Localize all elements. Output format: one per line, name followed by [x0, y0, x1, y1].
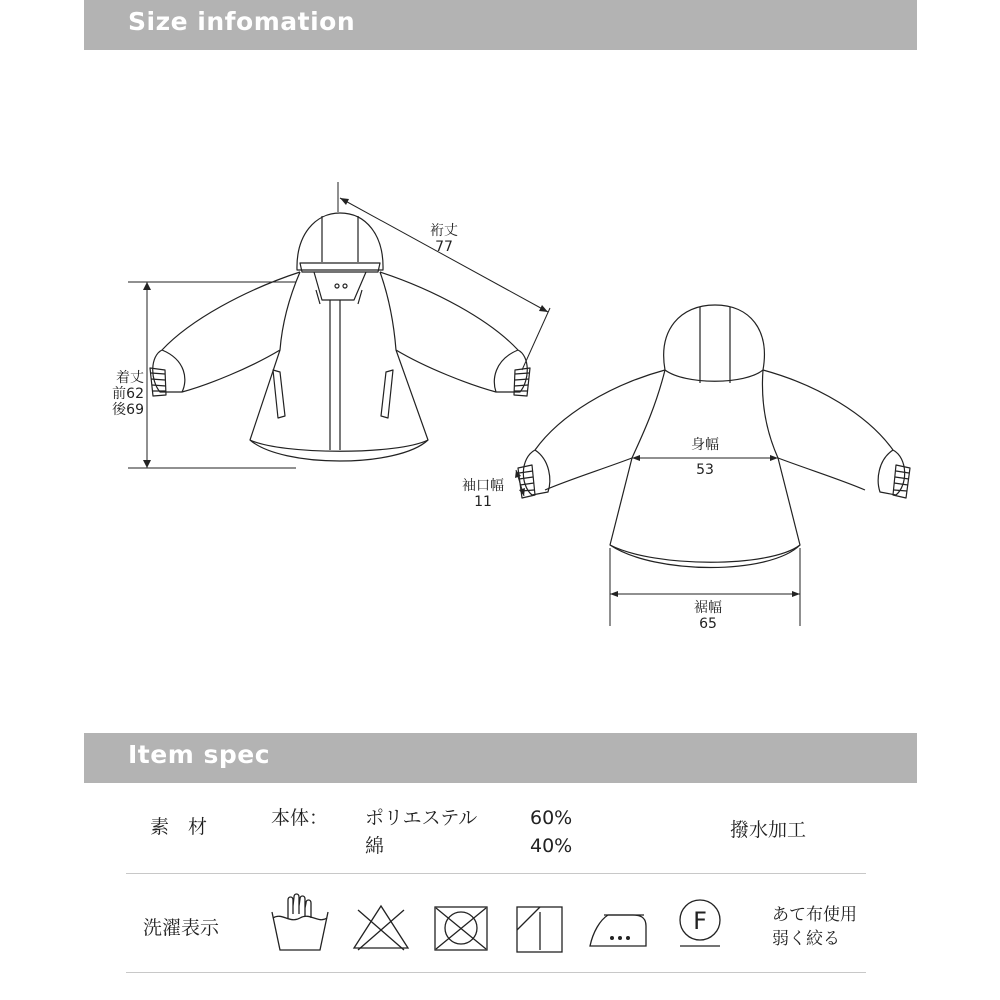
care-note-1: あて布使用 — [772, 905, 857, 925]
iron-dots — [610, 936, 630, 940]
size-info-title: Size infomation — [128, 7, 356, 36]
sleeve-length-label: 裄丈 77 — [430, 223, 458, 255]
spec-divider-bottom — [126, 972, 866, 973]
hem-width-label: 裾幅 65 — [694, 600, 722, 632]
body-width-label: 身幅 — [691, 437, 719, 453]
body-width-value: 53 — [696, 462, 714, 478]
care-note-2: 弱く絞る — [772, 929, 840, 949]
fiber-1-percent: 60% — [530, 807, 573, 829]
dimension-lines — [128, 182, 800, 626]
fiber-1-name: ポリエステル — [365, 807, 478, 829]
line-dry-shade-icon — [517, 907, 562, 952]
material-part: 本体： — [271, 807, 329, 829]
dry-clean-letter: F — [693, 907, 707, 935]
fiber-2-percent: 40% — [530, 835, 573, 857]
item-spec-header — [84, 733, 917, 783]
material-label: 素 材 — [150, 816, 208, 838]
item-spec-title: Item spec — [128, 740, 271, 769]
hand-wash-icon — [272, 894, 328, 950]
cuff-width-label: 袖口幅 11 — [462, 478, 504, 510]
water-repellent-finish: 撥水加工 — [730, 819, 807, 841]
jacket-front-illustration — [150, 213, 530, 461]
no-tumble-dry-icon — [435, 907, 487, 950]
no-bleach-icon — [354, 906, 408, 950]
total-length-label: 着丈 前62 後69 — [112, 370, 144, 418]
spec-divider — [126, 873, 866, 874]
fiber-2-name: 綿 — [365, 835, 385, 857]
care-label: 洗濯表示 — [143, 917, 220, 939]
iron-low-icon — [590, 915, 646, 946]
care-symbols — [272, 894, 720, 952]
dimension-arrowheads — [143, 198, 800, 597]
